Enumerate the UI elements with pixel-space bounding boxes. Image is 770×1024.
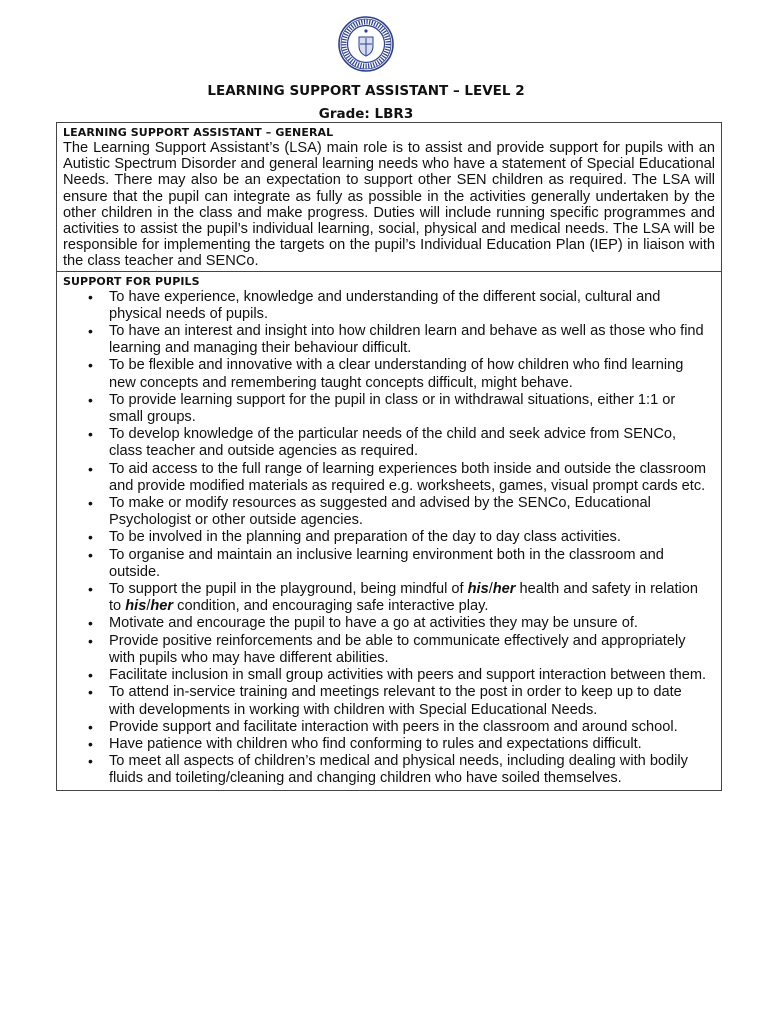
- support-section-heading: SUPPORT FOR PUPILS: [63, 274, 200, 288]
- grade-label: Grade: LBR3: [318, 106, 414, 122]
- list-item: • To have an interest and insight into how children learn and behave as well as those who find learning and managing their behaviour difficult.: [109, 323, 715, 357]
- list-item: • To meet all aspects of children’s medical and physical needs, including dealing with bodily fluids and toileting/cleaning and changing children who have soiled themselves.: [109, 753, 715, 787]
- general-description: The Learning Support Assistant’s (LSA) main role is to assist and provide support for pupils with an Autistic Spectrum Disorder and general learning needs who have a statement of Special Educational Needs. There may also be an expectation to support other SEN children as required. The LSA will ensure that the pupil can integrate as fully as possible in the activities generally undertaken by the other children in the class and make progress. Duties will include running specific programmes and activities to assist the pupil’s individual learning, social, physical and medical needs. The LSA will be responsible for implementing the targets on the pupil’s Individual Education Plan (IEP) in liaison with the class teacher and SENCo.: [63, 140, 715, 270]
- job-description-table: [56, 122, 722, 791]
- list-item: • Provide support and facilitate interaction with peers in the classroom and around school.: [109, 719, 715, 736]
- document-title: LEARNING SUPPORT ASSISTANT – LEVEL 2: [207, 83, 525, 99]
- school-crest-logo: [338, 16, 394, 72]
- list-item: • Motivate and encourage the pupil to have a go at activities they may be unsure of.: [109, 615, 715, 632]
- list-item: • To be involved in the planning and preparation of the day to day class activities.: [109, 529, 715, 546]
- list-item: • To have experience, knowledge and understanding of the different social, cultural and physical needs of pupils.: [109, 289, 715, 323]
- list-item: • To develop knowledge of the particular needs of the child and seek advice from SENCo, class teacher and outside agencies as required.: [109, 426, 715, 460]
- list-item: • To aid access to the full range of learning experiences both inside and outside the classroom and provide modified materials as required e.g. worksheets, games, visual prompt cards etc.: [109, 461, 715, 495]
- list-item: • To support the pupil in the playground, being mindful of his/her health and safety in relation to his/her condition, and encouraging safe interactive play.: [109, 581, 715, 615]
- list-item: • To be flexible and innovative with a clear understanding of how children who find learning new concepts and remembering taught concepts difficult, might behave.: [109, 357, 715, 391]
- support-duties-list: [57, 289, 721, 790]
- list-item: • To attend in-service training and meetings relevant to the post in order to keep up to date with developments in working with children with Special Educational Needs.: [109, 684, 715, 718]
- list-item: • Facilitate inclusion in small group activities with peers and support interaction between them.: [109, 667, 715, 684]
- list-item: • To provide learning support for the pupil in class or in withdrawal situations, either 1:1 or small groups.: [109, 392, 715, 426]
- list-item: • Provide positive reinforcements and be able to communicate effectively and appropriately with pupils who may have different abilities.: [109, 633, 715, 667]
- list-item: • To organise and maintain an inclusive learning environment both in the classroom and outside.: [109, 547, 715, 581]
- general-section-heading: LEARNING SUPPORT ASSISTANT – GENERAL: [63, 126, 334, 139]
- list-item: • To make or modify resources as suggested and advised by the SENCo, Educational Psychologist or other outside agencies.: [109, 495, 715, 529]
- list-item: • Have patience with children who find conforming to rules and expectations difficult.: [109, 736, 715, 753]
